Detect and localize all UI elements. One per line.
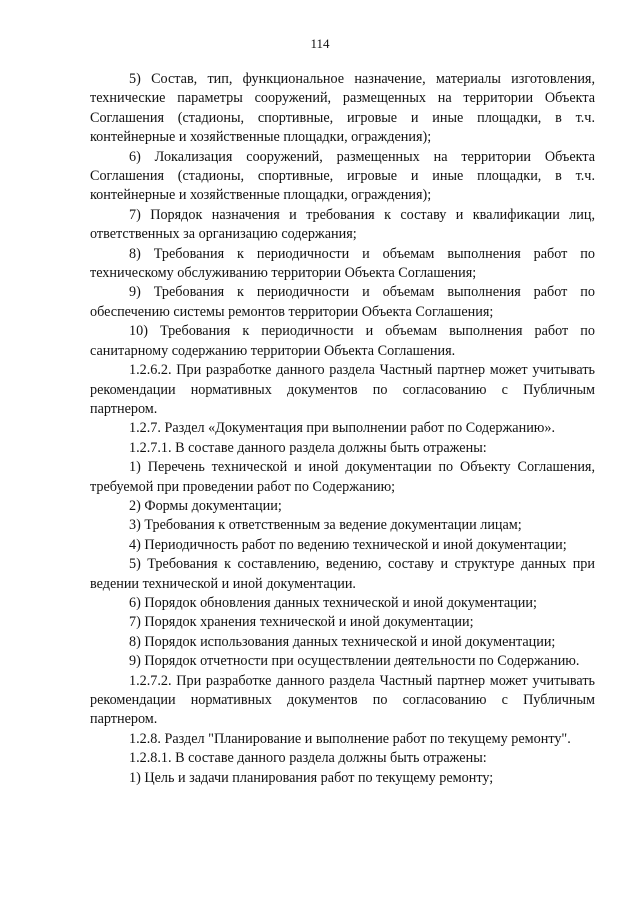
paragraph-doc-item-6: 6) Порядок обновления данных технической и иной документации; — [129, 594, 537, 611]
paragraph-doc-item-1: 1) Перечень технической и иной документации по Объекту Соглашения, требуемой при проведении работ по Содержанию; — [90, 459, 595, 495]
paragraph-doc-item-4: 4) Периодичность работ по ведению технической и иной документации; — [129, 536, 567, 553]
paragraph-doc-item-8: 8) Порядок использования данных технической и иной документации; — [129, 633, 556, 650]
document-body — [90, 70, 595, 788]
paragraph-doc-item-5: 5) Требования к составлению, ведению, составу и структуре данных при ведении технической и иной документации. — [90, 556, 595, 592]
paragraph-doc-item-3: 3) Требования к ответственным за ведение документации лицам; — [129, 517, 522, 534]
paragraph-1-2-7-2: 1.2.7.2. При разработке данного раздела Частный партнер может учитывать рекомендации нормативных документов по согласованию с Публичным партнером. — [90, 672, 595, 728]
paragraph-item-5-composition: 5) Состав, тип, функциональное назначение, материалы изготовления, технические параметры сооружений, размещенных на территории Объекта Соглашения (стадионы, спортивные, игровые и иные площадки, в т.ч. контейнерные и хозяйственные площадки, ограждения); — [90, 71, 595, 146]
paragraph-repair-item-1: 1) Цель и задачи планирования работ по текущему ремонту; — [129, 769, 494, 786]
paragraph-item-7-appointment: 7) Порядок назначения и требования к составу и квалификации лиц, ответственных за организацию содержания; — [90, 206, 595, 243]
paragraph-1-2-8-1: 1.2.8.1. В составе данного раздела должны быть отражены: — [129, 750, 487, 767]
page-number: 114 — [310, 36, 330, 51]
paragraph-doc-item-7: 7) Порядок хранения технической и иной документации; — [129, 614, 474, 631]
paragraph-item-8-maintenance: 8) Требования к периодичности и объемам выполнения работ по техническому обслуживанию территории Объекта Соглашения; — [90, 245, 595, 282]
paragraph-doc-item-9: 9) Порядок отчетности при осуществлении деятельности по Содержанию. — [129, 653, 580, 670]
paragraph-doc-item-2: 2) Формы документации; — [129, 497, 282, 514]
paragraph-item-6-localization: 6) Локализация сооружений, размещенных на территории Объекта Соглашения (стадионы, спортивные, игровые и иные площадки, в т.ч. контейнерные и хозяйственные площадки, ограждения); — [90, 148, 595, 204]
section-heading-1-2-7: 1.2.7. Раздел «Документация при выполнении работ по Содержанию». — [129, 420, 556, 437]
paragraph-1-2-7-1: 1.2.7.1. В составе данного раздела должны быть отражены: — [129, 439, 487, 456]
paragraph-1-2-6-2: 1.2.6.2. При разработке данного раздела Частный партнер может учитывать рекомендации нормативных документов по согласованию с Публичным партнером. — [90, 362, 595, 417]
section-heading-1-2-8: 1.2.8. Раздел "Планирование и выполнение работ по текущему ремонту". — [129, 730, 571, 747]
paragraph-item-9-repairs: 9) Требования к периодичности и объемам выполнения работ по обеспечению системы ремонтов территории Объекта Соглашения; — [90, 284, 595, 320]
paragraph-item-10-sanitary: 10) Требования к периодичности и объемам выполнения работ по санитарному содержанию территории Объекта Соглашения. — [90, 323, 595, 359]
